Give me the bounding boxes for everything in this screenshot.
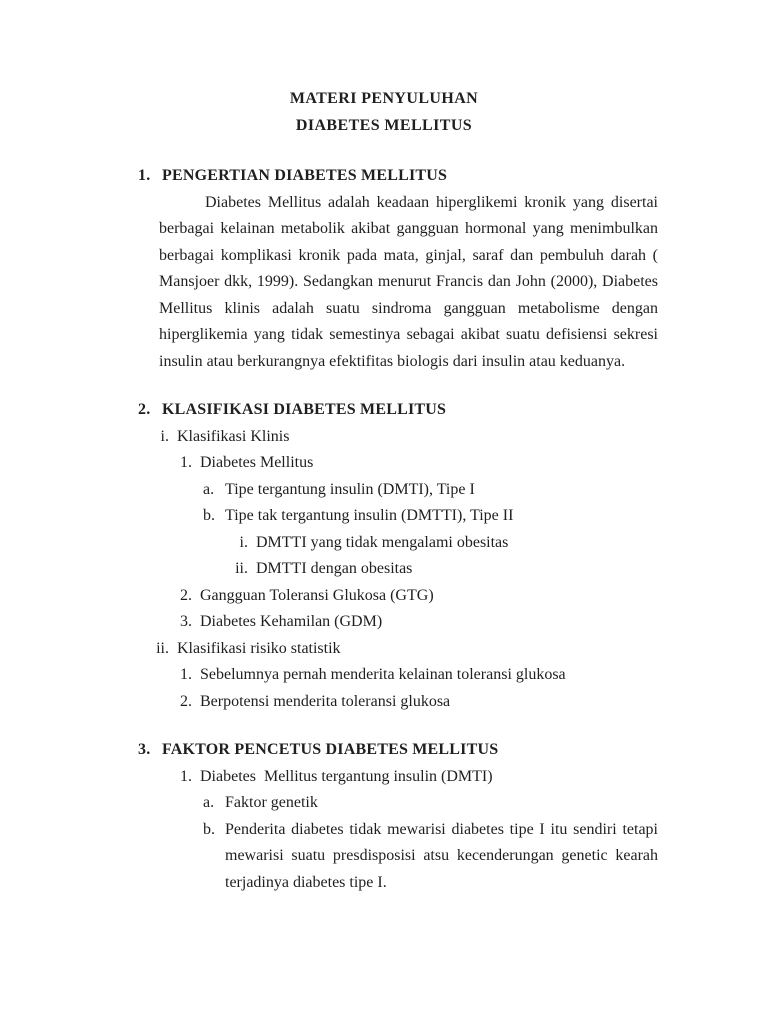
list-item-text: Tipe tergantung insulin (DMTI), Tipe I: [225, 480, 475, 498]
section-number: 1.: [138, 167, 151, 184]
document-title-line1: MATERI PENYULUHAN: [289, 90, 479, 107]
list-item-marker: i.: [239, 533, 248, 551]
list-item-marker: a.: [203, 480, 215, 498]
section-paragraph: Diabetes Mellitus adalah keadaan hiperglikemi kronik yang disertai berbagai kelainan metabolik akibat gangguan hormonal yang menimbulkan berbagai komplikasi kronik pada mata, ginjal, saraf dan pembuluh darah ( Mansjoer dkk, 1999). Sedangkan menurut Francis dan John (2000), Diabetes Mellitus klinis adalah suatu sindroma gangguan metabolisme dengan hiperglikemia yang tidak semestinya sebagai akibat suatu defisiensi sekresi insulin atau berkurangnya efektifitas biologis dari insulin atau keduanya.: [159, 193, 658, 370]
section: [138, 397, 658, 715]
section-heading-text: FAKTOR PENCETUS DIABETES MELLITUS: [162, 741, 499, 758]
list-item: [138, 764, 658, 791]
document-title: [0, 86, 768, 139]
list-item: [138, 790, 658, 817]
list-item-marker: 1.: [180, 767, 192, 785]
list-item-text: Berpotensi menderita toleransi glukosa: [200, 692, 451, 710]
section-heading-text: KLASIFIKASI DIABETES MELLITUS: [162, 401, 447, 418]
document-body: [138, 163, 658, 896]
document-title-line2: DIABETES MELLITUS: [295, 116, 473, 134]
list-item-marker: 1.: [180, 454, 192, 471]
list-item: [138, 817, 658, 897]
list-item-text: Faktor genetik: [225, 794, 318, 811]
section-heading: [138, 397, 658, 424]
list-item-text: Sebelumnya pernah menderita kelainan toleransi glukosa: [200, 666, 566, 683]
section-heading-text: PENGERTIAN DIABETES MELLITUS: [162, 167, 448, 184]
list-item: [138, 583, 658, 610]
list-item-text: Diabetes Mellitus: [200, 454, 314, 471]
list-item-marker: 3.: [180, 613, 192, 630]
list-item-marker: 1.: [180, 666, 192, 683]
list-item-text: Tipe tak tergantung insulin (DMTTI), Tipe II: [225, 507, 514, 524]
list-item-text: Diabetes Mellitus tergantung insulin (DMTI): [200, 767, 493, 785]
list-item: [138, 530, 658, 557]
list-item-marker: 2.: [180, 692, 192, 710]
list-item-text: Gangguan Toleransi Glukosa (GTG): [200, 586, 434, 604]
list-item-text: Penderita diabetes tidak mewarisi diabetes tipe I itu sendiri tetapi mewarisi suatu presdisposisi atsu kecenderungan genetic kearah terjadinya diabetes tipe I.: [225, 820, 658, 891]
list-item: [138, 450, 658, 477]
section-heading: [138, 163, 658, 190]
section-number: 3.: [138, 741, 151, 758]
section-heading: [138, 737, 658, 764]
section: [138, 163, 658, 375]
list-item-text: DMTTI yang tidak mengalami obesitas: [256, 533, 509, 551]
list-item-marker: b.: [203, 820, 215, 838]
list-item: [138, 636, 658, 663]
section: [138, 737, 658, 896]
list-item-marker: ii.: [156, 639, 169, 657]
list-item: [138, 477, 658, 504]
list-item-text: DMTTI dengan obesitas: [256, 560, 413, 577]
list-item: [138, 556, 658, 583]
list-item-text: Diabetes Kehamilan (GDM): [200, 613, 383, 630]
section-number: 2.: [138, 401, 151, 418]
list-item: [138, 609, 658, 636]
list-item: [138, 689, 658, 716]
list-item-marker: b.: [203, 507, 215, 524]
list-item: [138, 662, 658, 689]
list-item: [138, 503, 658, 530]
list-item: [138, 424, 658, 451]
list-item-marker: 2.: [180, 586, 192, 604]
list-item-text: Klasifikasi Klinis: [177, 427, 290, 445]
list-item-marker: i.: [160, 427, 169, 445]
list-item-text: Klasifikasi risiko statistik: [177, 639, 341, 657]
list-item-marker: ii.: [235, 560, 248, 577]
list-item-marker: a.: [203, 794, 215, 811]
